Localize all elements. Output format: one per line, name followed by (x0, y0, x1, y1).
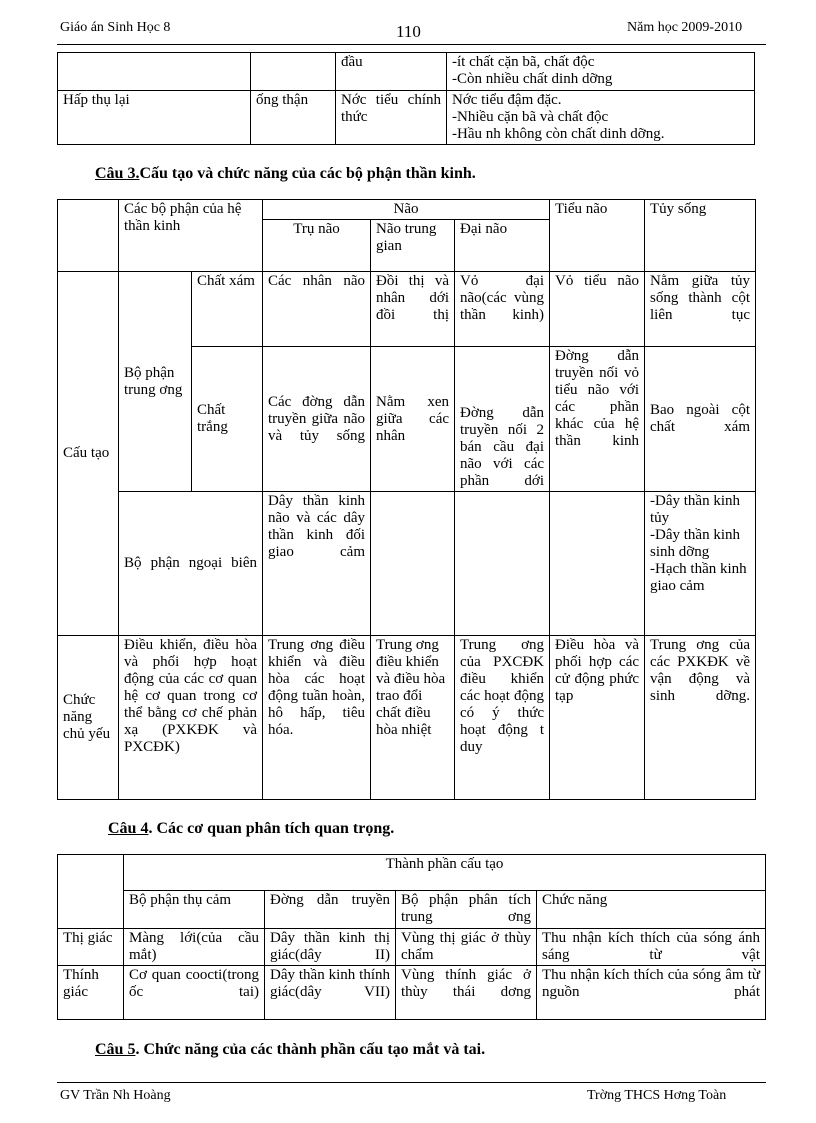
question-5-text: . Chức năng của các thành phần cấu tạo mắt và tai. (135, 1041, 486, 1058)
cell: Vùng thị giác ở thùy chẩm (396, 929, 537, 966)
cell: Nớc tiểu chính thức (336, 91, 447, 145)
function-label: Chức năng chủ yếu (58, 636, 119, 800)
cell: Bao ngoài cột chất xám (645, 347, 756, 492)
table-row (58, 855, 766, 891)
question-5-heading (95, 1041, 485, 1059)
cell: Điều hòa và phối hợp các cử động phức tạp (550, 636, 645, 800)
cell (455, 492, 550, 636)
cell: -ít chất cặn bã, chất độc -Còn nhiều chất dinh dỡng (447, 53, 755, 91)
cell: Màng lới(của cầu mắt) (124, 929, 265, 966)
table-row (58, 636, 756, 800)
cell: Thị giác (58, 929, 124, 966)
cell (371, 492, 455, 636)
header-rule (57, 44, 766, 45)
header-left: Giáo án Sinh Học 8 (60, 20, 171, 35)
excretion-table (57, 52, 755, 145)
cell: Cơ quan coocti(trong ốc tai) (124, 966, 265, 1020)
header-components: Thành phần cấu tạo (124, 855, 766, 891)
question-3-text: Cấu tạo và chức năng của các bộ phận thần kinh. (139, 165, 476, 182)
table-row (58, 200, 756, 220)
header-midbrain: Não trung gian (371, 220, 455, 272)
cell: Dây thần kinh não và các dây thần kinh đối giao cảm (263, 492, 371, 636)
footer-left: GV Trần Nh Hoàng (60, 1088, 171, 1103)
question-5-label: Câu 5 (95, 1041, 136, 1058)
question-4-label: Câu 4 (108, 820, 149, 837)
cell: Nằm giữa tủy sống thành cột liên tục (645, 272, 756, 347)
cell: Trung ơng điều khiển và điều hòa các hoạt động tuần hoàn, hô hấp, tiêu hóa. (263, 636, 371, 800)
structure-label: Cấu tạo (58, 272, 119, 636)
header-right: Năm học 2009-2010 (627, 20, 743, 35)
header-center: Bộ phận phân tích trung ơng (396, 891, 537, 929)
question-3-heading (95, 165, 476, 183)
footer-right: Trờng THCS Hơng Toàn (587, 1088, 727, 1103)
header-function: Chức năng (537, 891, 766, 929)
page-number: 110 (396, 22, 421, 41)
header-parts: Các bộ phận của hệ thần kinh (119, 200, 263, 272)
table-row (58, 272, 756, 347)
function-description: Điều khiển, điều hòa và phối hợp hoạt động của các cơ quan hệ cơ quan trong cơ thể bằng cơ chế phản xạ (PXKĐK và PXCĐK) (119, 636, 263, 800)
cell: Vỏ tiểu não (550, 272, 645, 347)
cell: Đồi thị và nhân dới đồi thị (371, 272, 455, 347)
cell: Vỏ đại não(các vùng thần kinh) (455, 272, 550, 347)
question-3-label: Câu 3. (95, 165, 140, 182)
cell: Dây thần kinh thính giác(dây VII) (265, 966, 396, 1020)
cell (550, 492, 645, 636)
white-matter-label: Chất trắng (192, 347, 263, 492)
grey-matter-label: Chất xám (192, 272, 263, 347)
table-row (58, 492, 756, 636)
header-receptor: Bộ phận thụ cảm (124, 891, 265, 929)
question-4-text: . Các cơ quan phân tích quan trọng. (148, 820, 395, 837)
cell: ống thận (251, 91, 336, 145)
table-row (58, 929, 766, 966)
cell: Đờng dẫn truyền nối vỏ tiểu não với các phần khác của hệ thần kinh (550, 347, 645, 492)
header-cerebrum: Đại não (455, 220, 550, 272)
header-cerebellum: Tiểu não (550, 200, 645, 272)
cell: Hấp thụ lại (58, 91, 251, 145)
footer-rule (57, 1082, 766, 1083)
cell: Trung ơng của PXCĐK điều khiển các hoạt động có ý thức hoạt động t duy (455, 636, 550, 800)
cell: Dây thần kinh thị giác(dây II) (265, 929, 396, 966)
header-brain: Não (263, 200, 550, 220)
cell: Thính giác (58, 966, 124, 1020)
cell: Các đờng dẫn truyền giữa não và tủy sống (263, 347, 371, 492)
peripheral-label: Bộ phận ngoại biên (119, 492, 263, 636)
table-row (58, 91, 755, 145)
analyzers-table (57, 854, 766, 1020)
cell: Trung ơng của các PXKĐK về vận động và sinh dỡng. (645, 636, 756, 800)
cell: Thu nhận kích thích của sóng ánh sáng từ vật (537, 929, 766, 966)
cell: Các nhân não (263, 272, 371, 347)
header-spinal-cord: Tủy sống (645, 200, 756, 272)
header-brainstem: Trụ não (263, 220, 371, 272)
question-4-heading (108, 820, 394, 838)
cell: Đờng dẫn truyền nối 2 bán cầu đại não với các phần dới (455, 347, 550, 492)
central-label: Bộ phận trung ơng (119, 272, 192, 492)
header-pathway: Đờng dẫn truyền (265, 891, 396, 929)
cell: Trung ơng điều khiển và điều hòa trao đổi chất điều hòa nhiệt (371, 636, 455, 800)
cell: Nớc tiểu đậm đặc. -Nhiều cặn bã và chất độc -Hầu nh không còn chất dinh dỡng. (447, 91, 755, 145)
cell: đầu (336, 53, 447, 91)
table-row (58, 891, 766, 929)
cell: Nằm xen giữa các nhân (371, 347, 455, 492)
nervous-system-table (57, 199, 756, 800)
cell: Thu nhận kích thích của sóng âm từ nguồn phát (537, 966, 766, 1020)
table-row (58, 53, 755, 91)
cell: Vùng thính giác ở thùy thái dơng (396, 966, 537, 1020)
cell: -Dây thần kinh tủy -Dây thần kinh sinh dỡng -Hạch thần kinh giao cảm (645, 492, 756, 636)
table-row (58, 966, 766, 1020)
